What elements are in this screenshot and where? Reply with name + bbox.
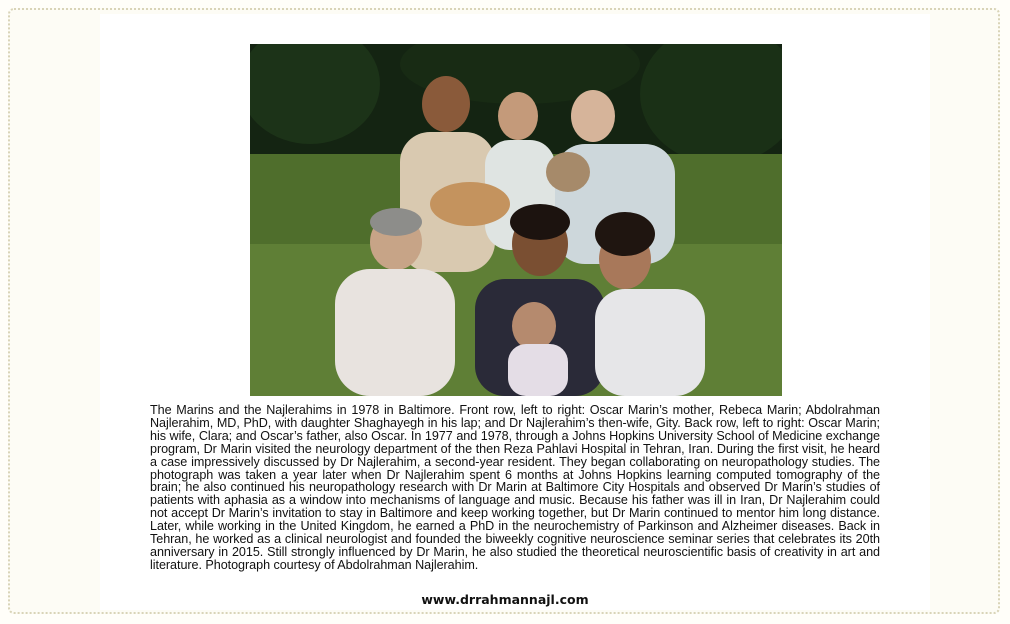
- family-photo-illustration: [250, 44, 782, 396]
- photo-caption: The Marins and the Najlerahims in 1978 in Baltimore. Front row, left to right: Oscar Marin’s mother, Rebeca Marin; Abdolrahman Najlerahim, MD, PhD, with daughter Shaghayegh in his lap; and Dr Najlerahim’s then-wife, Gity. Back row, left to right: Oscar Marin; his wife, Clara; and Oscar’s father, also Oscar. In 1977 and 1978, through a Johns Hopkins University School of Medicine exchange program, Dr Marin visited the neurology department of the then Reza Pahlavi Hospital in Tehran, Iran. During the first visit, he heard a case impressively discussed by Dr Najlerahim, a second-year resident. They began collaborating on neuropathology studies. The photograph was taken a year later when Dr Najlerahim spent 6 months at Johns Hopkins learning computed tomography of the brain; he also continued his neuropathology research with Dr Marin at Baltimore City Hospitals and observed Dr Marin’s studies of patients with aphasia as a window into mechanisms of language and music. Because his father was ill in Iran, Dr Najlerahim could not accept Dr Marin’s invitation to stay in Baltimore and keep working together, but Dr Marin continued to mentor him long distance. Later, while working in the United Kingdom, he earned a PhD in the neurochemistry of Parkinson and Alzheimer diseases. Back in Tehran, he worked as a clinical neurologist and founded the biweekly cognitive neuroscience seminar series that celebrates its 20th anniversary in 2015. Still strongly influenced by Dr Marin, he also studied the theoretical neuroscientific basis of creativity in art and literature. Photograph courtesy of Abdolrahman Najlerahim.: [150, 403, 880, 572]
- website-url[interactable]: www.drrahmannajl.com: [421, 592, 589, 607]
- family-photo: [250, 44, 782, 396]
